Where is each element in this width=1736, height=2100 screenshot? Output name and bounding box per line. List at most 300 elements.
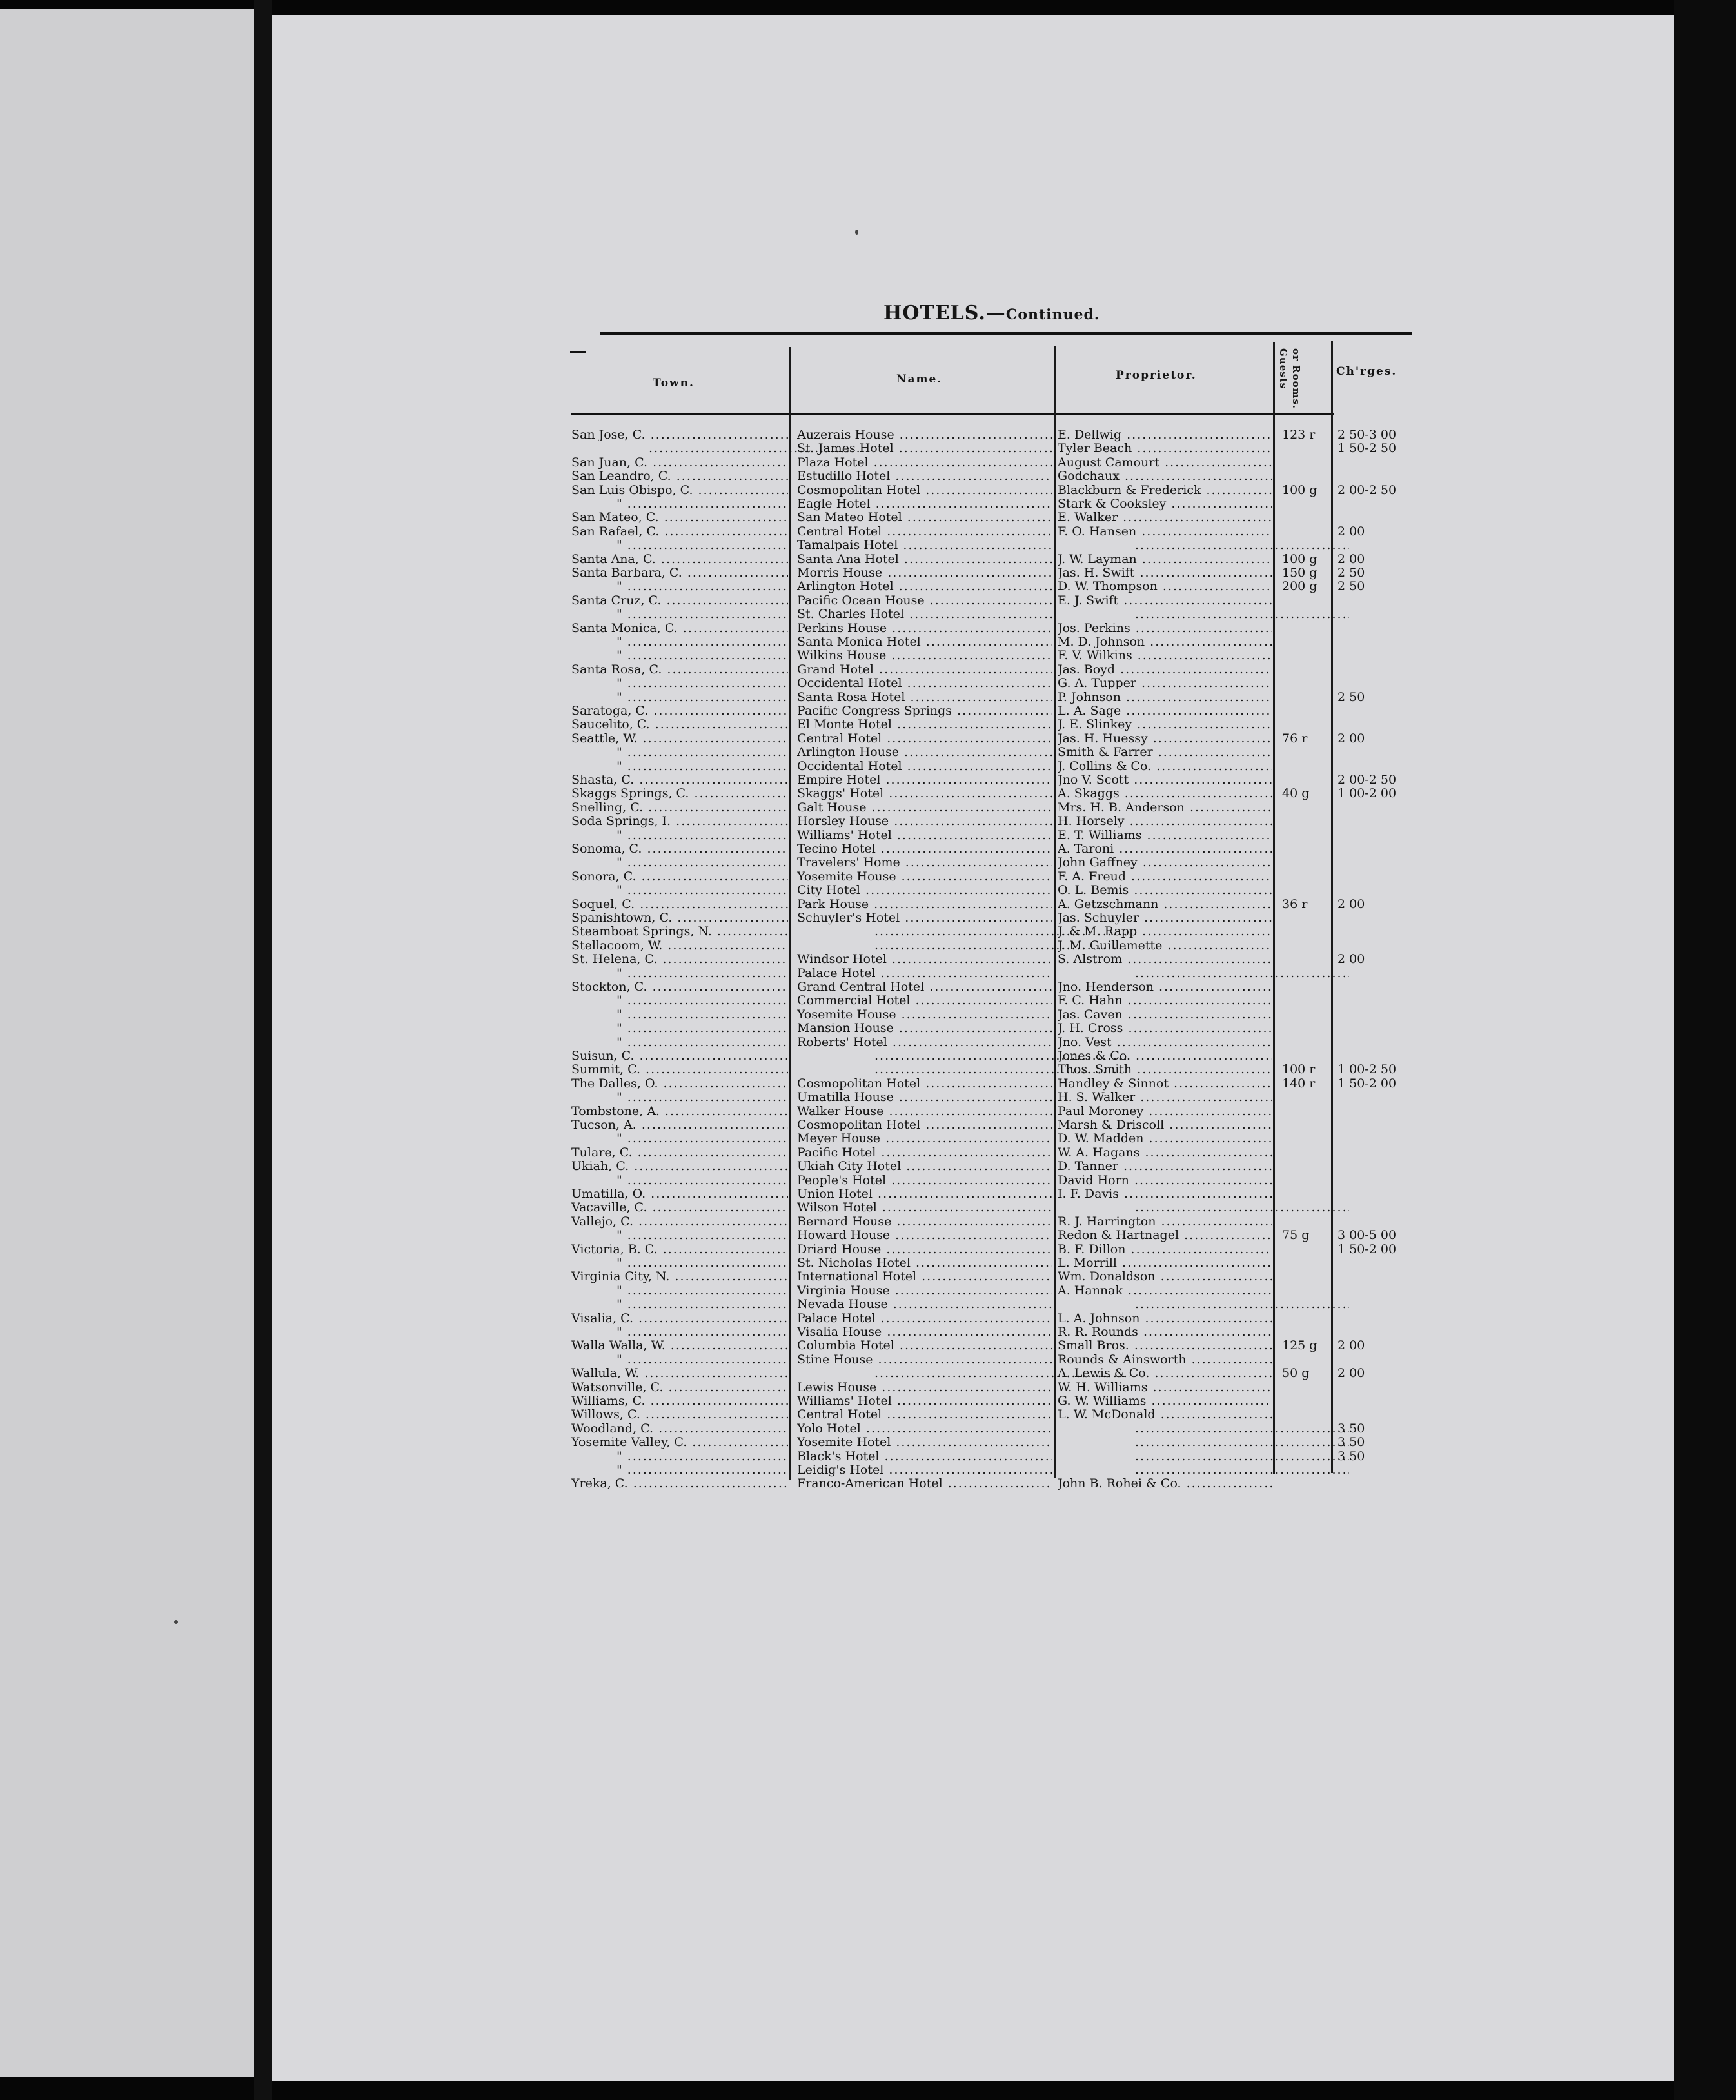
cell-proprietor: August Camourt ..... [1058,456,1272,470]
page-edge [1674,0,1736,2100]
cell-charges [1337,704,1421,718]
cell-town: " ..... [571,1229,788,1242]
cell-charges [1337,829,1421,842]
cell-charges [1337,1174,1421,1187]
cell-town: Victoria, B. C. ..... [571,1243,788,1256]
cell-name: Meyer House ..... [797,1132,1052,1145]
cell-charges [1337,594,1421,608]
cell-town: Yreka, C. ..... [571,1477,788,1491]
cell-guests [1282,622,1330,635]
cell-guests [1282,635,1330,649]
cell-guests [1282,773,1330,787]
cell-town: Wallula, W. ..... [571,1367,788,1380]
cell-proprietor: Thos. Smith ..... [1058,1063,1272,1076]
cell-charges [1337,1022,1421,1035]
cell-guests [1282,1022,1330,1035]
cell-name: Tamalpais Hotel ..... [797,539,1052,552]
cell-charges [1337,1091,1421,1104]
cell-guests [1282,497,1330,511]
cell-guests [1282,663,1330,677]
cell-name: Yolo Hotel ..... [797,1422,1052,1436]
cell-proprietor: A. Hannak ..... [1058,1284,1272,1298]
cell-name: Cosmopolitan Hotel ..... [797,1118,1052,1132]
cell-guests [1282,829,1330,842]
cell-proprietor: D. Tanner ..... [1058,1160,1272,1173]
cell-proprietor: Smith & Farrer ..... [1058,746,1272,759]
header-guests-line2: or Rooms. [1290,348,1302,410]
cell-proprietor: Jones & Co. ..... [1058,1049,1272,1063]
cell-proprietor: W. A. Hagans ..... [1058,1146,1272,1160]
cell-guests: 100 r [1282,1063,1316,1076]
cell-charges: 3 00-5 00 [1337,1229,1397,1242]
cell-town: The Dalles, O. ..... [571,1077,788,1091]
cell-charges: 2 00-2 50 [1337,484,1397,497]
cell-charges [1337,622,1421,635]
cell-town: Summit, C. ..... [571,1063,788,1076]
cell-town: " ..... [571,1256,788,1270]
cell-name: Nevada House ..... [797,1298,1052,1311]
cell-charges [1337,1215,1421,1229]
cell-guests [1282,1463,1330,1477]
cell-charges [1337,1105,1421,1118]
cell-town: San Juan, C. ..... [571,456,788,470]
cell-proprietor: Jos. Perkins ..... [1058,622,1272,635]
cell-charges: 2 00 [1337,1339,1365,1352]
cell-charges [1337,1325,1421,1339]
cell-proprietor: L. Morrill ..... [1058,1256,1272,1270]
cell-proprietor: B. F. Dillon ..... [1058,1243,1272,1256]
header-bottom-rule [571,413,1334,415]
cell-name: Central Hotel ..... [797,525,1052,539]
cell-proprietor: Wm. Donaldson ..... [1058,1270,1272,1283]
cell-town: " ..... [571,635,788,649]
cell-charges [1337,1298,1421,1311]
cell-charges [1337,1353,1421,1367]
page-title [883,302,1100,324]
cell-name: Union Hotel ..... [797,1187,1052,1201]
cell-guests [1282,1270,1330,1283]
cell-name: Santa Ana Hotel ..... [797,553,1052,566]
cell-guests [1282,594,1330,608]
cell-charges: 2 50 [1337,691,1365,704]
cell-proprietor: Rounds & Ainsworth ..... [1058,1353,1272,1367]
cell-charges [1337,801,1421,815]
cell-charges: 2 50 [1337,580,1365,593]
cell-proprietor: G. W. Williams ..... [1058,1394,1272,1408]
cell-charges [1337,511,1421,524]
column-divider-name-proprietor [1054,346,1056,1478]
cell-proprietor: A. Getzschmann ..... [1058,898,1272,911]
cell-proprietor: J. Collins & Co. ..... [1058,760,1272,773]
cell-town: " ..... [571,1463,788,1477]
cell-proprietor: S. Alstrom ..... [1058,953,1272,966]
cell-guests [1282,442,1330,455]
cell-guests [1282,842,1330,856]
cell-guests: 50 g [1282,1367,1310,1380]
cell-charges [1337,1201,1421,1214]
title-continued: Continued. [1005,306,1100,323]
cell-charges [1337,1381,1421,1394]
cell-charges: 2 00 [1337,553,1365,566]
cell-guests [1282,980,1330,994]
cell-guests [1282,677,1330,690]
cell-town: " ..... [571,829,788,842]
cell-town: Spanishtown, C. ..... [571,911,788,925]
cell-town: Vallejo, C. ..... [571,1215,788,1229]
header-top-rule-stub [570,351,586,353]
cell-town: " ..... [571,580,788,593]
cell-town: Snelling, C. ..... [571,801,788,815]
cell-town: " ..... [571,1174,788,1187]
cell-name: Pacific Hotel ..... [797,1146,1052,1160]
cell-name: Yosemite House ..... [797,1008,1052,1022]
cell-name: Schuyler's Hotel ..... [797,911,1052,925]
cell-charges [1337,925,1421,938]
cell-guests [1282,511,1330,524]
cell-charges [1337,1008,1421,1022]
cell-guests [1282,1174,1330,1187]
cell-guests [1282,1049,1330,1063]
cell-guests [1282,815,1330,828]
cell-name: Black's Hotel ..... [797,1450,1052,1463]
cell-proprietor: Paul Moroney ..... [1058,1105,1272,1118]
cell-guests [1282,760,1330,773]
cell-proprietor: Jas. Caven ..... [1058,1008,1272,1022]
cell-proprietor: J. E. Slinkey ..... [1058,718,1272,731]
cell-town: Steamboat Springs, N. ..... [571,925,788,938]
cell-proprietor: Jas. H. Swift ..... [1058,566,1272,580]
header-charges: Ch'rges. [1336,365,1397,378]
cell-name: Windsor Hotel ..... [797,953,1052,966]
cell-name: Grand Hotel ..... [797,663,1052,677]
cell-name: Yosemite Hotel ..... [797,1436,1052,1449]
cell-guests [1282,1325,1330,1339]
cell-guests [1282,884,1330,897]
cell-charges: 3 50 [1337,1450,1365,1463]
cell-town: Suisun, C. ..... [571,1049,788,1063]
cell-name: Tecino Hotel ..... [797,842,1052,856]
cell-proprietor: L. A. Sage ..... [1058,704,1272,718]
cell-name: Lewis House ..... [797,1381,1052,1394]
cell-charges [1337,994,1421,1007]
cell-name: Estudillo Hotel ..... [797,470,1052,483]
cell-name: Galt House ..... [797,801,1052,815]
cell-name: Central Hotel ..... [797,732,1052,746]
cell-guests [1282,925,1330,938]
cell-charges [1337,1118,1421,1132]
cell-guests [1282,1215,1330,1229]
cell-guests: 200 g [1282,580,1317,593]
cell-town: Yosemite Valley, C. ..... [571,1436,788,1449]
cell-town: Skaggs Springs, C. ..... [571,787,788,800]
cell-charges [1337,1187,1421,1201]
cell-proprietor: R. J. Harrington ..... [1058,1215,1272,1229]
cell-proprietor: J. W. Layman ..... [1058,553,1272,566]
cell-guests [1282,1284,1330,1298]
cell-proprietor: H. Horsely ..... [1058,815,1272,828]
cell-guests: 75 g [1282,1229,1310,1242]
cell-name: Wilkins House ..... [797,649,1052,662]
cell-town: " ..... [571,967,788,980]
cell-charges [1337,663,1421,677]
cell-guests: 150 g [1282,566,1317,580]
cell-guests [1282,649,1330,662]
cell-town: San Rafael, C. ..... [571,525,788,539]
cell-town: " ..... [571,1325,788,1339]
cell-guests: 140 r [1282,1077,1316,1091]
cell-guests [1282,994,1330,1007]
cell-charges: 3 50 [1337,1422,1365,1436]
cell-proprietor: F. C. Hahn ..... [1058,994,1272,1007]
cell-town: Willows, C. ..... [571,1408,788,1421]
cell-proprietor: F. A. Freud ..... [1058,870,1272,884]
cell-proprietor: E. Walker ..... [1058,511,1272,524]
cell-town: " ..... [571,994,788,1007]
cell-name: Santa Monica Hotel ..... [797,635,1052,649]
cell-proprietor: John B. Rohei & Co. ..... [1058,1477,1272,1491]
cell-name: Mansion House ..... [797,1022,1052,1035]
cell-charges: 1 00-2 50 [1337,1063,1397,1076]
cell-charges: 2 00 [1337,525,1365,539]
cell-charges [1337,1146,1421,1160]
cell-proprietor: Blackburn & Frederick ..... [1058,484,1272,497]
cell-proprietor: Jas. Schuyler ..... [1058,911,1272,925]
cell-guests [1282,967,1330,980]
cell-proprietor: R. R. Rounds ..... [1058,1325,1272,1339]
cell-proprietor: O. L. Bemis ..... [1058,884,1272,897]
cell-guests: 123 r [1282,428,1316,442]
cell-proprietor: J. H. Cross ..... [1058,1022,1272,1035]
cell-guests [1282,1450,1330,1463]
title-main: HOTELS.— [883,302,1006,324]
cell-town: " ..... [571,1353,788,1367]
cell-name: Empire Hotel ..... [797,773,1052,787]
cell-proprietor: L. A. Johnson ..... [1058,1312,1272,1325]
cell-charges: 1 50-2 50 [1337,442,1397,455]
cell-proprietor: Marsh & Driscoll ..... [1058,1118,1272,1132]
cell-charges [1337,1408,1421,1421]
cell-town: " ..... [571,497,788,511]
cell-town: Shasta, C. ..... [571,773,788,787]
cell-charges [1337,1049,1421,1063]
cell-name: Pacific Ocean House ..... [797,594,1052,608]
cell-charges [1337,649,1421,662]
cell-guests [1282,1408,1330,1421]
cell-town: " ..... [571,608,788,621]
cell-charges [1337,456,1421,470]
cell-town: Soquel, C. ..... [571,898,788,911]
cell-charges [1337,1270,1421,1283]
cell-guests [1282,911,1330,925]
cell-town: " ..... [571,691,788,704]
cell-town: San Mateo, C. ..... [571,511,788,524]
cell-proprietor: Jno. Henderson ..... [1058,980,1272,994]
cell-name: El Monte Hotel ..... [797,718,1052,731]
cell-charges [1337,635,1421,649]
cell-charges [1337,1256,1421,1270]
cell-name: Commercial Hotel ..... [797,994,1052,1007]
cell-name: Park House ..... [797,898,1052,911]
cell-town: San Luis Obispo, C. ..... [571,484,788,497]
print-speck [855,230,858,235]
cell-name: Umatilla House ..... [797,1091,1052,1104]
cell-name: City Hotel ..... [797,884,1052,897]
cell-name: Perkins House ..... [797,622,1052,635]
cell-town: Seattle, W. ..... [571,732,788,746]
cell-proprietor: J. & M. Rapp ..... [1058,925,1272,938]
cell-guests [1282,1201,1330,1214]
cell-charges [1337,608,1421,621]
cell-charges [1337,842,1421,856]
cell-town: Tombstone, A. ..... [571,1105,788,1118]
cell-town: " ..... [571,539,788,552]
cell-name: Travelers' Home ..... [797,856,1052,869]
cell-town: Santa Cruz, C. ..... [571,594,788,608]
cell-town: Williams, C. ..... [571,1394,788,1408]
cell-proprietor: P. Johnson ..... [1058,691,1272,704]
cell-name: Grand Central Hotel ..... [797,980,1052,994]
cell-charges [1337,1036,1421,1049]
cell-proprietor: Mrs. H. B. Anderson ..... [1058,801,1272,815]
cell-town: Walla Walla, W. ..... [571,1339,788,1352]
header-proprietor: Proprietor. [1116,369,1197,382]
cell-name: Bernard House ..... [797,1215,1052,1229]
cell-name: Howard House ..... [797,1229,1052,1242]
cell-guests [1282,691,1330,704]
cell-name: Leidig's Hotel ..... [797,1463,1052,1477]
cell-charges [1337,677,1421,690]
cell-town: Saratoga, C. ..... [571,704,788,718]
cell-guests [1282,1008,1330,1022]
cell-charges [1337,1312,1421,1325]
cell-town: Ukiah, C. ..... [571,1160,788,1173]
cell-guests [1282,1436,1330,1449]
cell-guests: 76 r [1282,732,1308,746]
cell-guests [1282,1477,1330,1491]
cell-guests [1282,1036,1330,1049]
cell-proprietor: E. Dellwig ..... [1058,428,1272,442]
cell-proprietor: H. S. Walker ..... [1058,1091,1272,1104]
cell-proprietor: Small Bros. ..... [1058,1339,1272,1352]
cell-town: Tucson, A. ..... [571,1118,788,1132]
cell-proprietor: Handley & Sinnot ..... [1058,1077,1272,1091]
cell-name: People's Hotel ..... [797,1174,1052,1187]
cell-charges: 1 50-2 00 [1337,1243,1397,1256]
cell-guests [1282,1243,1330,1256]
cell-name: Roberts' Hotel ..... [797,1036,1052,1049]
cell-name: Franco-American Hotel ..... [797,1477,1052,1491]
cell-guests [1282,1422,1330,1436]
cell-proprietor: A. Skaggs ..... [1058,787,1272,800]
cell-town: " ..... [571,1022,788,1035]
cell-proprietor: David Horn ..... [1058,1174,1272,1187]
cell-guests [1282,939,1330,953]
cell-charges [1337,1394,1421,1408]
cell-name: Occidental Hotel ..... [797,760,1052,773]
cell-guests [1282,1132,1330,1145]
cell-charges [1337,539,1421,552]
cell-town: Santa Barbara, C. ..... [571,566,788,580]
cell-guests [1282,470,1330,483]
cell-charges [1337,718,1421,731]
cell-guests [1282,1312,1330,1325]
cell-charges: 2 00 [1337,1367,1365,1380]
cell-guests [1282,746,1330,759]
cell-town: " ..... [571,1008,788,1022]
cell-charges [1337,1284,1421,1298]
cell-guests [1282,718,1330,731]
cell-town: Santa Monica, C. ..... [571,622,788,635]
cell-name: Plaza Hotel ..... [797,456,1052,470]
book-gutter [254,0,272,2100]
cell-town: Tulare, C. ..... [571,1146,788,1160]
cell-charges [1337,760,1421,773]
cell-name: Horsley House ..... [797,815,1052,828]
cell-town: " ..... [571,760,788,773]
cell-guests [1282,539,1330,552]
cell-town: San Jose, C. ..... [571,428,788,442]
cell-charges [1337,1132,1421,1145]
cell-town: Virginia City, N. ..... [571,1270,788,1283]
cell-proprietor: Tyler Beach ..... [1058,442,1272,455]
cell-charges [1337,911,1421,925]
cell-proprietor: D. W. Thompson ..... [1058,580,1272,593]
cell-guests [1282,1256,1330,1270]
cell-charges: 3 50 [1337,1436,1365,1449]
cell-proprietor: J. M. Guillemette ..... [1058,939,1272,953]
header-town: Town. [653,377,695,390]
cell-town: " ..... [571,1091,788,1104]
cell-proprietor: L. W. McDonald ..... [1058,1408,1272,1421]
cell-proprietor: Jno V. Scott ..... [1058,773,1272,787]
cell-charges: 2 50 [1337,566,1365,580]
cell-name: St. Charles Hotel ..... [797,608,1052,621]
cell-town: Stellacoom, W. ..... [571,939,788,953]
cell-town: St. Helena, C. ..... [571,953,788,966]
cell-charges [1337,856,1421,869]
cell-town: " ..... [571,649,788,662]
cell-town: Woodland, C. ..... [571,1422,788,1436]
cell-charges [1337,939,1421,953]
cell-proprietor: Stark & Cooksley ..... [1058,497,1272,511]
cell-town: " ..... [571,677,788,690]
cell-town: Watsonville, C. ..... [571,1381,788,1394]
cell-name: Cosmopolitan Hotel ..... [797,484,1052,497]
cell-town: Sonoma, C. ..... [571,842,788,856]
cell-charges: 2 00 [1337,898,1365,911]
cell-name: Visalia House ..... [797,1325,1052,1339]
cell-name: St. Nicholas Hotel ..... [797,1256,1052,1270]
cell-name: Wilson Hotel ..... [797,1201,1052,1214]
cell-guests [1282,456,1330,470]
cell-proprietor: E. T. Williams ..... [1058,829,1272,842]
cell-town: Vacaville, C. ..... [571,1201,788,1214]
cell-guests [1282,1118,1330,1132]
cell-proprietor: Godchaux ..... [1058,470,1272,483]
cell-name: Cosmopolitan Hotel ..... [797,1077,1052,1091]
cell-charges: 2 50-3 00 [1337,428,1397,442]
cell-charges [1337,967,1421,980]
cell-town: Sonora, C. ..... [571,870,788,884]
cell-proprietor: D. W. Madden ..... [1058,1132,1272,1145]
cell-proprietor: F. V. Wilkins ..... [1058,649,1272,662]
cell-charges [1337,497,1421,511]
cell-proprietor: I. F. Davis ..... [1058,1187,1272,1201]
cell-guests [1282,1091,1330,1104]
cell-guests [1282,608,1330,621]
cell-town: Saucelito, C. ..... [571,718,788,731]
cell-name: Santa Rosa Hotel ..... [797,691,1052,704]
